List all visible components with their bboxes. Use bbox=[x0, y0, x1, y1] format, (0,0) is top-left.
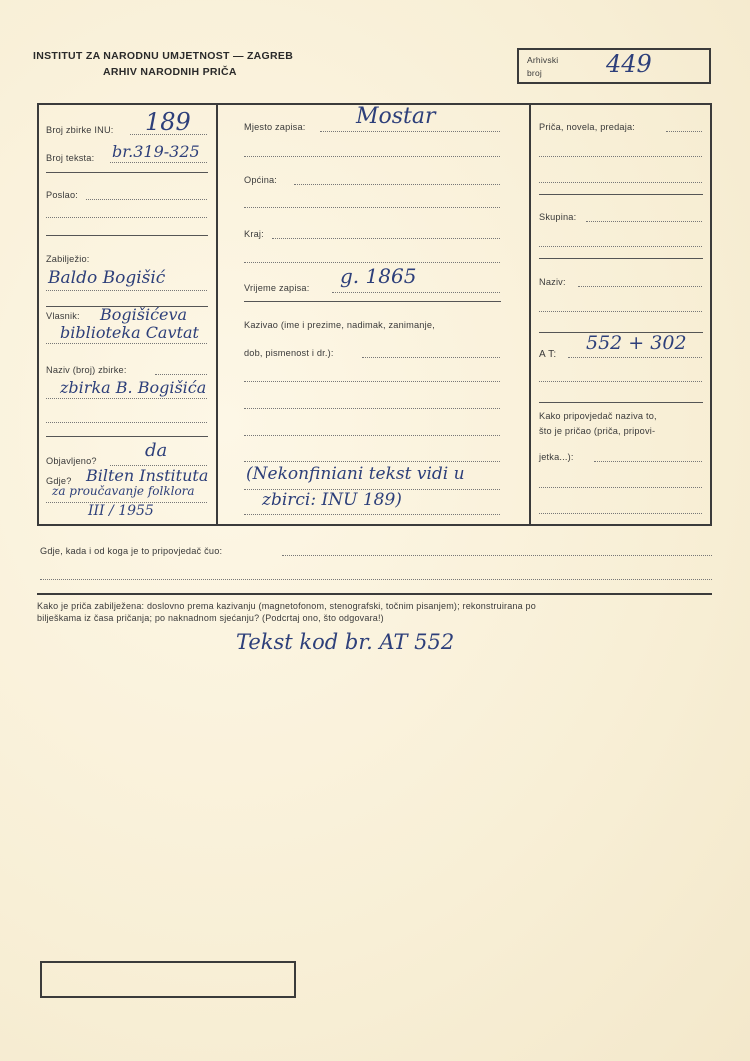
gdje-value-1: Bilten Instituta bbox=[86, 466, 209, 485]
gdje-value-3: III / 1955 bbox=[88, 503, 154, 519]
prica-label: Priča, novela, predaja: bbox=[539, 122, 636, 132]
naziv-zbirke-label: Naziv (broj) zbirke: bbox=[46, 365, 127, 375]
gdje-kada-label: Gdje, kada i od koga je to pripovjedač čuo: bbox=[40, 546, 223, 556]
handwritten-note: Tekst kod br. AT 552 bbox=[236, 630, 455, 654]
archive-label-1: Arhivski bbox=[527, 55, 559, 65]
mjesto-label: Mjesto zapisa: bbox=[244, 122, 306, 132]
zbirka-value: 189 bbox=[145, 108, 191, 136]
mjesto-value: Mostar bbox=[356, 104, 436, 129]
kazivao-label-1: Kazivao (ime i prezime, nadimak, zanimanje, bbox=[244, 320, 435, 330]
vlasnik-value-2: biblioteka Cavtat bbox=[60, 323, 199, 342]
poslao-label: Poslao: bbox=[46, 190, 79, 200]
kako-naziva-3: jetka...): bbox=[539, 452, 574, 462]
kako-zabiljezena-2: bilješkama iz časa pričanja; po naknadnom sjećanju? (Podcrtaj ono, što odgovara!) bbox=[37, 613, 384, 623]
archive-number-value: 449 bbox=[606, 50, 652, 78]
zabiljezio-value: Baldo Bogišić bbox=[48, 268, 166, 288]
institute-name: INSTITUT ZA NARODNU UMJETNOST — ZAGREB bbox=[33, 50, 294, 62]
column-divider-1 bbox=[216, 103, 218, 526]
zabiljezio-label: Zabilježio: bbox=[46, 254, 90, 264]
bottom-blank-box bbox=[40, 961, 296, 998]
kazivao-label-2: dob, pismenost i dr.): bbox=[244, 348, 334, 358]
skupina-label: Skupina: bbox=[539, 212, 577, 222]
archive-label-2: broj bbox=[527, 68, 542, 78]
vrijeme-label: Vrijeme zapisa: bbox=[244, 283, 310, 293]
objavljeno-value: da bbox=[145, 440, 168, 461]
kako-naziva-1: Kako pripovjedač naziva to, bbox=[539, 411, 657, 421]
note-line-1: (Nekonfiniani tekst vidi u bbox=[246, 464, 465, 484]
kako-naziva-2: što je pričao (priča, pripovi- bbox=[539, 426, 656, 436]
teksta-label: Broj teksta: bbox=[46, 153, 95, 163]
gdje-label: Gdje? bbox=[46, 476, 72, 486]
kraj-label: Kraj: bbox=[244, 229, 264, 239]
at-label: A T: bbox=[539, 349, 557, 360]
vlasnik-label: Vlasnik: bbox=[46, 311, 80, 321]
vrijeme-value: g. 1865 bbox=[340, 264, 417, 288]
vlasnik-value-1: Bogišićeva bbox=[100, 305, 188, 324]
teksta-value: br.319-325 bbox=[112, 142, 200, 161]
kako-zabiljezena-1: Kako je priča zabilježena: doslovno prema kazivanju (magnetofonom, stenografski, točnim pisanjem); rekonstruirana po bbox=[37, 601, 536, 611]
archive-name: ARHIV NARODNIH PRIČA bbox=[103, 66, 237, 78]
at-value: 552 + 302 bbox=[586, 332, 687, 354]
column-divider-2 bbox=[529, 103, 531, 526]
opcina-label: Općina: bbox=[244, 175, 278, 185]
objavljeno-label: Objavljeno? bbox=[46, 456, 97, 466]
naziv-zbirke-value: zbirka B. Bogišića bbox=[60, 378, 207, 397]
zbirka-label: Broj zbirke INU: bbox=[46, 125, 114, 135]
note-line-2: zbirci: INU 189) bbox=[262, 490, 402, 510]
gdje-value-2: za proučavanje folklora bbox=[52, 484, 195, 498]
naziv-label: Naziv: bbox=[539, 277, 566, 287]
